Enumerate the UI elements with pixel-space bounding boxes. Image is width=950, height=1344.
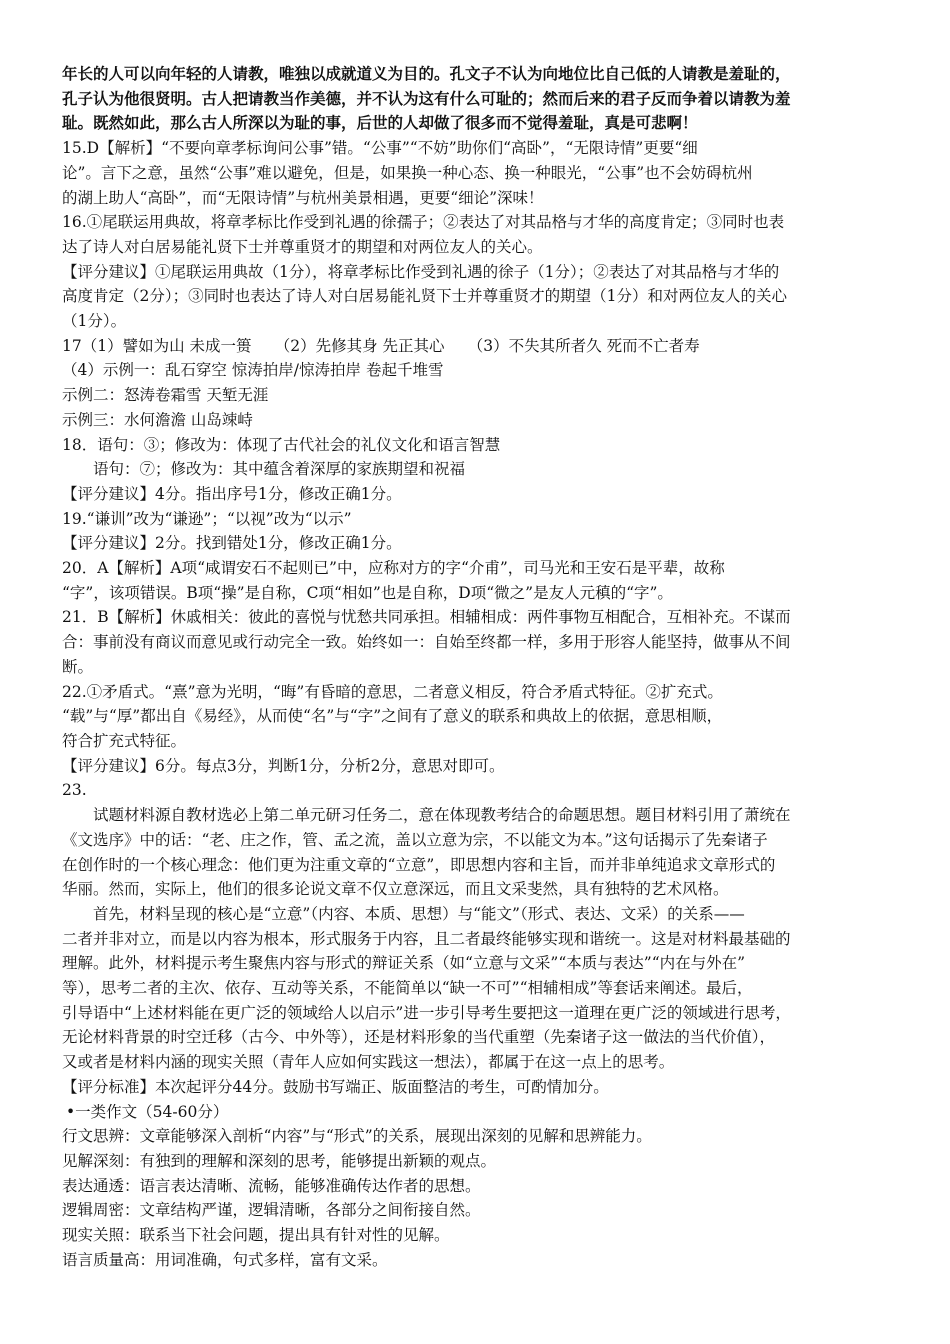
criterion-item: 见解深刻：有独到的理解和深刻的思考，能够提出新颖的观点。 xyxy=(62,1151,497,1170)
text-line: 首先，材料呈现的核心是“立意”（内容、本质、思想）与“能文”（形式、表达、文采）的关系—— xyxy=(93,904,745,923)
criterion-item: 行文思辨：文章能够深入剖析“内容”与“形式”的关系，展现出深刻的见解和思辨能力。 xyxy=(62,1127,652,1146)
scoring-standard: 【评分标准】本次起评分44分。鼓励书写端正、版面整洁的考生，可酌情加分。 xyxy=(62,1077,609,1096)
text-line: 论”。言下之意，虽然“公事”难以避免，但是，如果换一种心态、换一种眼光，“公事”也不会妨碍杭州 xyxy=(62,163,753,182)
grade-category-heading: •一类作文（54-60分） xyxy=(66,1102,229,1121)
text-line: （4）示例一：乱石穿空 惊涛拍岸/惊涛拍岸 卷起千堆雪 xyxy=(62,361,444,380)
text-line: 华丽。然而，实际上，他们的很多论说文章不仅立意深远，而且文采斐然，具有独特的艺术风格。 xyxy=(62,880,729,899)
answer-17: 17（1）譬如为山 未成一篑 （2）先修其身 先正其心 （3）不失其所者久 死而不亡者寿 xyxy=(62,336,700,355)
text-line: 耻。既然如此，那么古人所深以为耻的事，后世的人却做了很多而不觉得羞耻，真是可悲啊！ xyxy=(62,113,698,133)
criterion-item: 表达通透：语言表达清晰、流畅，能够准确传达作者的思想。 xyxy=(62,1176,481,1195)
answer-22: 22.①矛盾式。“熹”意为光明，“晦”有昏暗的意思，二者意义相反，符合矛盾式特征。②扩充式。 xyxy=(62,682,723,701)
text-line: “字”，该项错误。B项“操”是自称，C项“相如”也是自称，D项“微之”是友人元稹的“字”。 xyxy=(62,583,673,602)
text-line: 孔子认为他很贤明。古人把请教当作美德，并不认为这有什么可耻的；然而后来的君子反而争着以请教为羞 xyxy=(62,88,791,108)
text-line: 达了诗人对白居易能礼贤下士并尊重贤才的期望和对两位友人的关心。 xyxy=(62,237,543,256)
text-line: “载”与“厚”都出自《易经》，从而使“名”与“字”之间有了意义的联系和典故上的依据，意思相顺， xyxy=(62,707,723,726)
scoring-note: 【评分建议】6分。每点3分，判断1分，分析2分，意思对即可。 xyxy=(62,756,505,775)
text-line: 二者并非对立，而是以内容为根本，形式服务于内容，且二者最终能够实现和谐统一。这是对材料最基础的 xyxy=(62,929,791,948)
text-line: 合：事前没有商议而意见或行动完全一致。始终如一：自始至终都一样，多用于形容人能坚持，做事从不间 xyxy=(62,633,791,652)
text-line: 在创作时的一个核心理念：他们更为注重文章的“立意”，即思想内容和主旨，而并非单纯追求文章形式的 xyxy=(62,855,776,874)
text-line: 又或者是材料内涵的现实关照（青年人应如何实践这一想法），都属于在这一点上的思考。 xyxy=(62,1053,675,1072)
criterion-item: 语言质量高：用词准确，句式多样，富有文采。 xyxy=(62,1250,388,1269)
scoring-note: 【评分建议】2分。找到错处1分，修改正确1分。 xyxy=(62,534,402,553)
answer-19: 19.“谦训”改为“谦逊”；“以视”改为“以示” xyxy=(62,509,352,528)
text-line: 符合扩充式特征。 xyxy=(62,731,187,750)
criterion-item: 逻辑周密：文章结构严谨，逻辑清晰，各部分之间衔接自然。 xyxy=(62,1201,481,1220)
answer-15: 15.D【解析】“不要向章孝标询问公事”错。“公事”“不妨”助你们“高卧”，“无限诗情”更要“细 xyxy=(62,139,698,158)
text-line: 语句：⑦；修改为：其中蕴含着深厚的家族期望和祝福 xyxy=(93,460,466,479)
text-line: 高度肯定（2分）；③同时也表达了诗人对白居易能礼贤下士并尊重贤才的期望（1分）和对两位友人的关心 xyxy=(62,287,787,306)
text-line: 无论材料背景的时空迁移（古今、中外等），还是材料形象的当代重塑（先秦诸子这一做法的当代价值）， xyxy=(62,1028,776,1047)
text-line: 理解。此外，材料提示考生聚焦内容与形式的辩证关系（如“立意与文采”“本质与表达”“内在与外在” xyxy=(62,954,746,973)
answer-18: 18．语句：③；修改为：体现了古代社会的礼仪文化和语言智慧 xyxy=(62,435,501,454)
answer-21: 21．B【解析】休戚相关：彼此的喜悦与忧愁共同承担。相辅相成：两件事物互相配合，互相补充。不谋而 xyxy=(62,608,791,627)
scoring-note: 【评分建议】①尾联运用典故（1分），将章孝标比作受到礼遇的徐子（1分）；②表达了对其品格与才华的 xyxy=(62,262,780,281)
text-line: 示例二：怒涛卷霜雪 天堑无涯 xyxy=(62,386,269,405)
text-line: 等），思考二者的主次、依存、互动等关系，不能简单以“缺一不可”“相辅相成”等套话来阐述。最后， xyxy=(62,979,753,998)
answer-23: 23. xyxy=(62,781,87,800)
text-line: 试题材料源自教材选必上第二单元研习任务二，意在体现教考结合的命题思想。题目材料引用了萧统在 xyxy=(93,806,791,825)
text-line: 断。 xyxy=(62,657,94,676)
answer-20: 20．A【解析】A项“咸谓安石不起则已”中，应称对方的字“介甫”，司马光和王安石是平辈，故称 xyxy=(62,559,725,578)
text-line: 《文选序》中的话：“老、庄之作，管、孟之流，盖以立意为宗，不以能文为本。”这句话揭示了先秦诸子 xyxy=(62,830,768,849)
text-line: 引导语中“上述材料能在更广泛的领域给人以启示”进一步引导考生要把这一道理在更广泛的领域进行思考， xyxy=(62,1003,791,1022)
text-line: 的湖上助人“高卧”，而“无限诗情”与杭州美景相遇，更要“细论”深味！ xyxy=(62,188,544,207)
text-line: 年长的人可以向年轻的人请教，唯独以成就道义为目的。孔文子不认为向地位比自己低的人请教是羞耻的， xyxy=(62,64,791,83)
answer-16: 16.①尾联运用典故，将章孝标比作受到礼遇的徐孺子；②表达了对其品格与才华的高度肯定；③同时也表 xyxy=(62,213,785,232)
text-line: （1分）。 xyxy=(62,312,127,331)
criterion-item: 现实关照：联系当下社会问题，提出具有针对性的见解。 xyxy=(62,1226,450,1245)
scoring-note: 【评分建议】4分。指出序号1分，修改正确1分。 xyxy=(62,484,402,503)
text-line: 示例三：水何澹澹 山岛竦峙 xyxy=(62,410,253,429)
